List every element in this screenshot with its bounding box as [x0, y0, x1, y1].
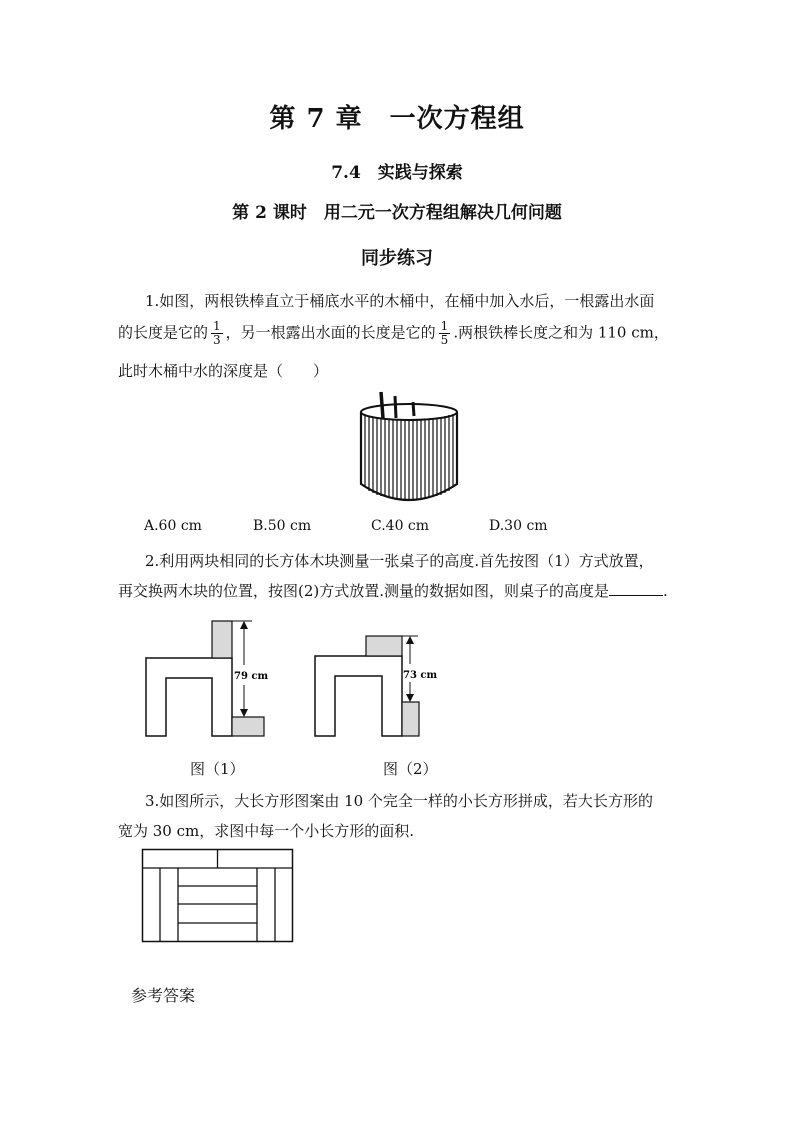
q1-line1: 1.如图，两根铁棒直立于桶底水平的木桶中，在桶中加入水后，一根露出水面	[145, 292, 655, 310]
q1-line2-text-c: .两根铁棒长度之和为 110 cm，	[453, 323, 669, 342]
practice-heading: 同步练习	[361, 248, 433, 269]
table-figure-2	[310, 630, 450, 745]
wood-block-vertical	[212, 621, 232, 658]
section-title: 7.4 实践与探索	[331, 163, 463, 183]
lesson-title: 第 2 课时 用二元一次方程组解决几何问题	[232, 203, 562, 223]
fraction-numerator: 1	[440, 319, 449, 333]
answers-heading: 参考答案	[131, 986, 196, 1005]
measure-label-73: 73 cm	[403, 670, 438, 681]
arrowhead-up	[240, 621, 248, 629]
q1-line2	[118, 320, 669, 347]
barrel-rim	[361, 404, 457, 420]
fraction-numerator: 1	[213, 319, 221, 333]
chapter-title: 第 7 章 一次方程组	[269, 104, 525, 134]
table-shape	[146, 658, 232, 736]
q1-option-b: B.50 cm	[253, 518, 312, 534]
q1-line2-text-b: ，另一根露出水面的长度是它的	[225, 323, 436, 342]
fraction-one-fifth	[439, 320, 451, 347]
figure-1-caption: 图（1）	[190, 760, 245, 778]
barrel-figure	[355, 392, 465, 510]
arrowhead-down	[406, 694, 414, 702]
q3-line2: 宽为 30 cm，求图中每一个小长方形的面积.	[118, 822, 415, 840]
fraction-denominator: 3	[213, 333, 221, 347]
q2-line2-text: 再交换两木块的位置，按图(2)方式放置.测量的数据如图，则桌子的高度是	[118, 582, 610, 600]
iron-rod-3	[413, 402, 414, 416]
iron-rod-2	[395, 396, 396, 418]
q2-line2: 再交换两木块的位置，按图(2)方式放置.测量的数据如图，则桌子的高度是 .	[118, 582, 668, 600]
arrowhead-down	[240, 709, 248, 717]
table-figure-1	[140, 615, 300, 745]
iron-rod-1	[381, 392, 383, 418]
q1-line2-text-a: 的长度是它的	[118, 323, 209, 342]
q1-line3: 此时木桶中水的深度是（ ）	[118, 362, 329, 380]
q1-option-a: A.60 cm	[144, 518, 202, 534]
fraction-denominator: 5	[440, 333, 449, 347]
answer-blank	[609, 581, 663, 596]
arrowhead-up	[406, 636, 414, 644]
q2-line1: 2.利用两块相同的长方体木块测量一张桌子的高度.首先按图（1）方式放置，	[145, 552, 654, 570]
rectangle-tiling-figure	[141, 848, 294, 944]
q1-option-c: C.40 cm	[371, 518, 430, 534]
table-shape	[315, 656, 402, 736]
q3-line1: 3.如图所示，大长方形图案由 10 个完全一样的小长方形拼成，若大长方形的	[145, 792, 653, 810]
wood-block-horizontal	[232, 717, 264, 736]
q1-option-d: D.30 cm	[489, 518, 548, 534]
barrel-staves	[365, 414, 453, 500]
wood-block-vertical	[402, 702, 419, 736]
fraction-one-third	[211, 320, 223, 347]
measure-label-79: 79 cm	[234, 671, 269, 682]
figure-2-caption: 图（2）	[383, 760, 438, 778]
wood-block-horizontal	[366, 636, 402, 656]
